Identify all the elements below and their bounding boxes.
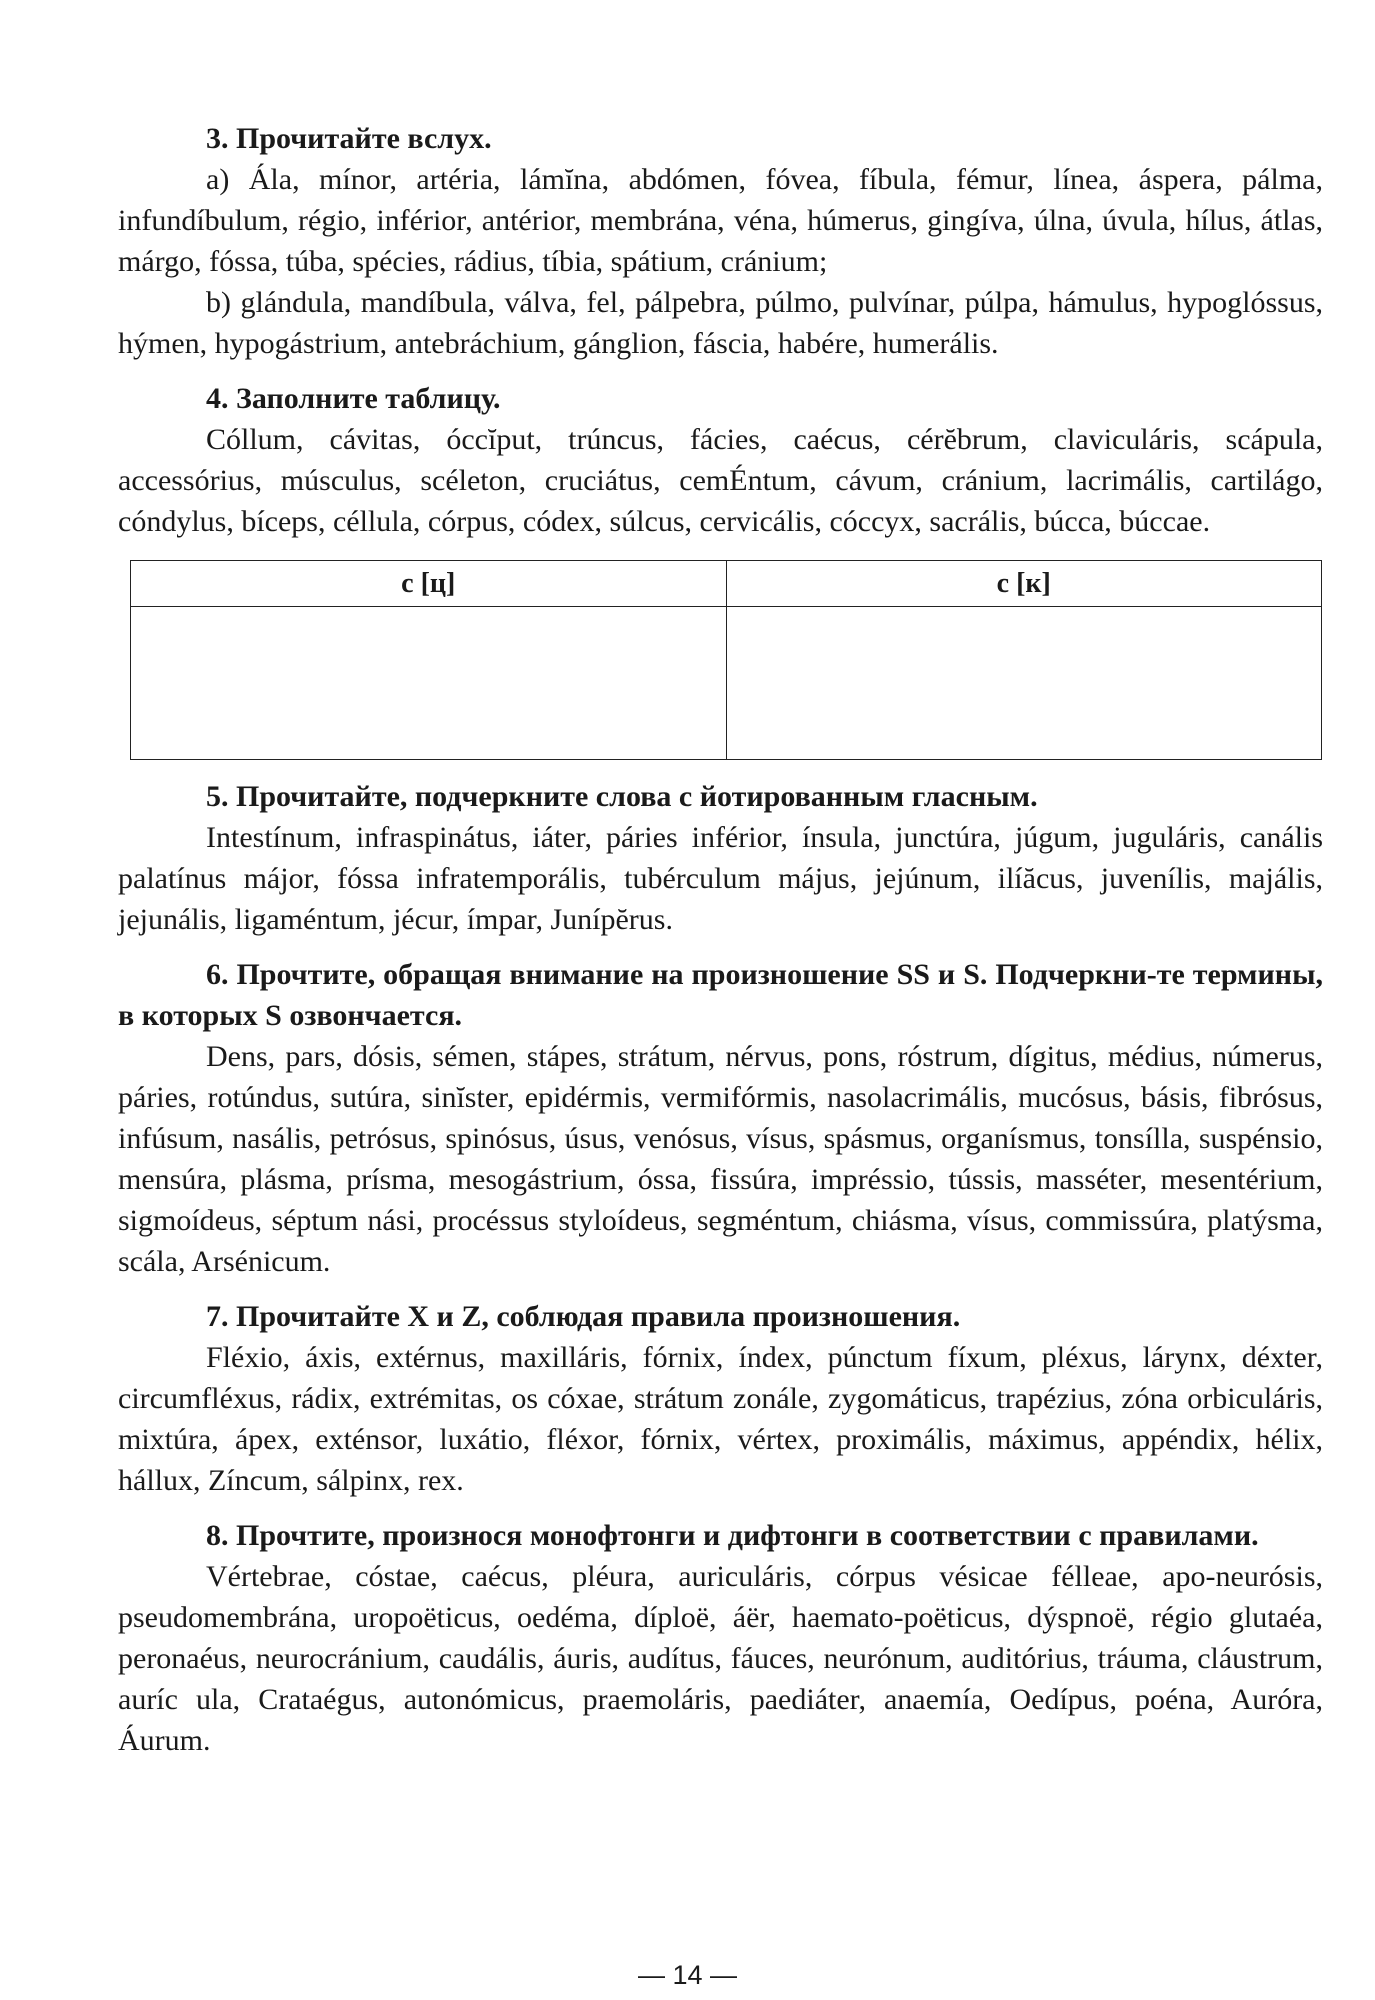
exercise-8-heading: 8. Прочтите, произнося монофтонги и дифтонги в соответствии с правилами.	[206, 1519, 1259, 1552]
exercise-6	[118, 954, 1323, 1282]
exercise-8	[118, 1515, 1323, 1761]
exercise-8-text: Vértebrae, cóstae, caécus, pléura, auriculáris, córpus vésicae félleae, apo-neurósis, pseudomembrána, uropoëticus, oedéma, díploë, áër, haemato-poëticus, dýspnoë, régio glutaéa, peronaéus, neurocránium, caudális, áuris, audítus, fáuces, neurónum, auditórius, tráuma, cláustrum, auríc ula, Crataégus, autonómicus, praemoláris, paediáter, anaemía, Oedípus, poéna, Auróra, Áurum.	[118, 1560, 1323, 1757]
table-cell-c-k	[726, 607, 1322, 760]
exercise-6-text: Dens, pars, dósis, sémen, stápes, strátum, nérvus, pons, róstrum, dígitus, médius, númerus, páries, rotúndus, sutúra, sinĭster, epidérmis, vermifórmis, nasolacrimális, mucósus, básis, fibrósus, infúsum, nasális, petrósus, spinósus, úsus, venósus, vísus, spásmus, organísmus, tonsílla, suspénsio, mensúra, plásma, prísma, mesogástrium, óssa, fissúra, impréssio, tússis, masséter, mesentérium, sigmoídeus, séptum nási, procéssus styloídeus, segméntum, chiásma, vísus, commissúra, platýsma, scála, Arsénicum.	[118, 1040, 1323, 1278]
table-cell-c-ts	[131, 607, 727, 760]
exercise-4	[118, 378, 1323, 760]
exercise-4-heading: 4. Заполните таблицу.	[206, 382, 501, 415]
fill-in-table	[130, 560, 1322, 760]
exercise-5-heading: 5. Прочитайте, подчеркните слова с йотированным гласным.	[206, 780, 1038, 813]
exercise-6-heading: 6. Прочтите, обращая внимание на произношение SS и S. Подчеркни-те термины, в которых S озвончается.	[118, 958, 1323, 1032]
exercise-7-text: Fléxio, áxis, extérnus, maxilláris, fórnix, índex, púnctum fíxum, pléxus, lárynx, déxter, circumfléxus, rádix, extrémitas, os cóxae, strátum zonále, zygomáticus, trapézius, zóna orbiculáris, mixtúra, ápex, exténsor, luxátio, fléxor, fórnix, vértex, proximális, máximus, appéndix, hélix, hállux, Zíncum, sálpinx, rex.	[118, 1341, 1323, 1497]
table-header-c-ts: c [ц]	[131, 561, 727, 607]
exercise-3-part-a: а) Ála, mínor, artéria, lámĭna, abdómen, fóvea, fíbula, fémur, línea, áspera, pálma, infundíbulum, régio, inférior, antérior, membrána, véna, húmerus, gingíva, úlna, úvula, hílus, átlas, márgo, fóssa, túba, spécies, rádius, tíbia, spátium, cránium;	[118, 163, 1323, 278]
table-header-c-k: c [к]	[726, 561, 1322, 607]
exercise-5	[118, 776, 1323, 940]
exercise-3-heading: 3. Прочитайте вслух.	[206, 122, 492, 155]
page-content	[118, 118, 1323, 1761]
exercise-3	[118, 118, 1323, 364]
exercise-7-heading: 7. Прочитайте X и Z, соблюдая правила произношения.	[206, 1300, 961, 1333]
exercise-4-text: Cóllum, cávitas, óccĭput, trúncus, fácies, caécus, cérĕbrum, claviculáris, scápula, accessórius, músculus, scéleton, cruciátus, cemÉntum, cávum, cránium, lacrimális, cartilágo, cóndylus, bíceps, céllula, córpus, códex, súlcus, cervicális, cóccyx, sacrális, búcca, búccae.	[118, 423, 1323, 538]
exercise-7	[118, 1296, 1323, 1501]
exercise-5-text: Intestínum, infraspinátus, iáter, páries inférior, ínsula, junctúra, júgum, juguláris, canális palatínus májor, fóssa infratemporális, tubérculum május, jejúnum, ilíăcus, juvenílis, majális, jejunális, ligaméntum, jécur, ímpar, Junípĕrus.	[118, 821, 1323, 936]
exercise-3-part-b: b) glándula, mandíbula, válva, fel, pálpebra, púlmo, pulvínar, púlpa, hámulus, hypoglóssus, hýmen, hypogástrium, antebráchium, gánglion, fáscia, habére, humerális.	[118, 286, 1323, 360]
page-number: — 14 —	[637, 1960, 738, 1990]
